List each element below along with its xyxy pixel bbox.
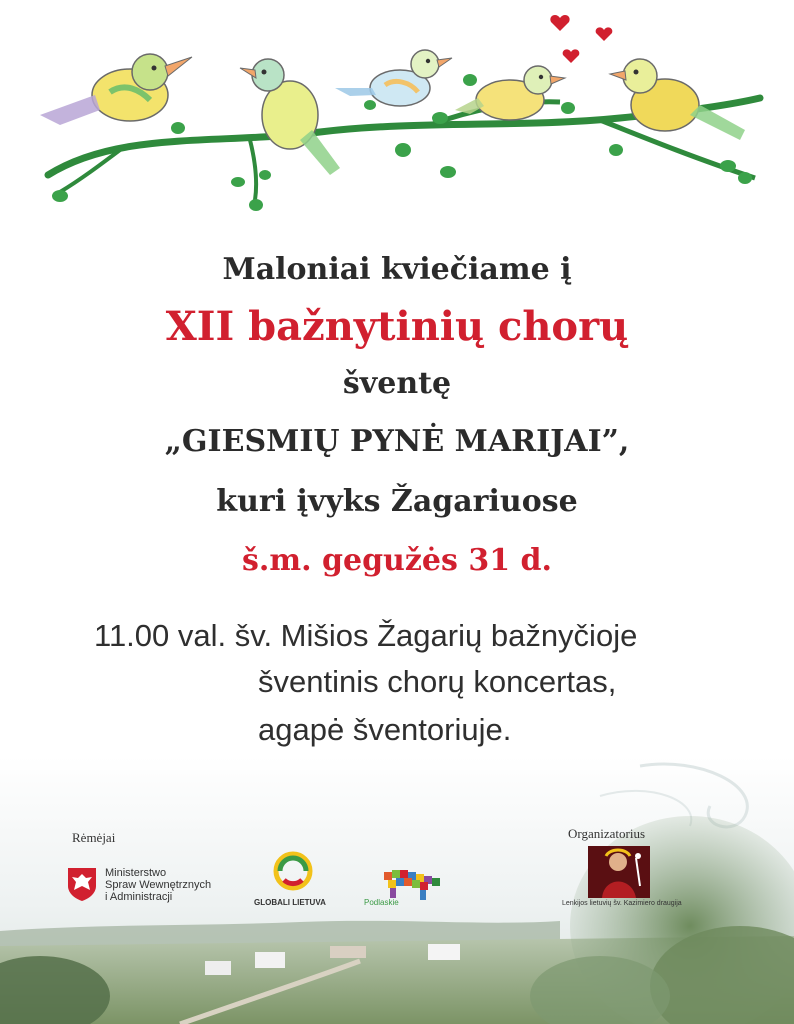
polish-eagle-icon <box>66 866 98 902</box>
globali-lietuva-label: GLOBALI LIETUVA <box>254 898 326 907</box>
ministry-line-3: i Administracji <box>105 891 173 903</box>
ministry-name <box>105 867 211 903</box>
festival-name: „GIESMIŲ PYNĖ MARIJAI”, <box>164 424 630 459</box>
organizer-label: Organizatorius <box>568 826 646 841</box>
event-date: š.m. gegužės 31 d. <box>242 543 552 578</box>
invitation-line-1: Maloniai kviečiame į <box>222 252 572 287</box>
festival-title: XII bažnytinių chorų <box>165 303 629 350</box>
podlaskie-label: Podlaskie <box>364 898 399 907</box>
globali-lietuva-logo <box>272 850 314 892</box>
podlaskie-bison-logo <box>380 866 444 902</box>
birds-on-branch-illustration <box>0 0 794 230</box>
saint-casimir-icon <box>588 846 650 898</box>
schedule-line-1: 11.00 val. šv. Mišios Žagarių bažnyčioje <box>94 618 638 653</box>
ministry-line-2: Spraw Wewnętrznych <box>105 879 212 891</box>
event-location: kuri įvyks Žagariuose <box>216 484 578 519</box>
schedule-line-3: agapė šventoriuje. <box>258 712 512 747</box>
organizer-caption: Lenkijos lietuvių šv. Kazimiero draugija <box>562 900 682 907</box>
sponsors-label: Rėmėjai <box>72 830 116 845</box>
schedule-line-2: šventinis chorų koncertas, <box>258 664 617 699</box>
heart-icon <box>550 15 612 63</box>
invitation-line-3: šventę <box>342 366 452 401</box>
ministry-line-1: Ministerstwo <box>105 867 167 879</box>
